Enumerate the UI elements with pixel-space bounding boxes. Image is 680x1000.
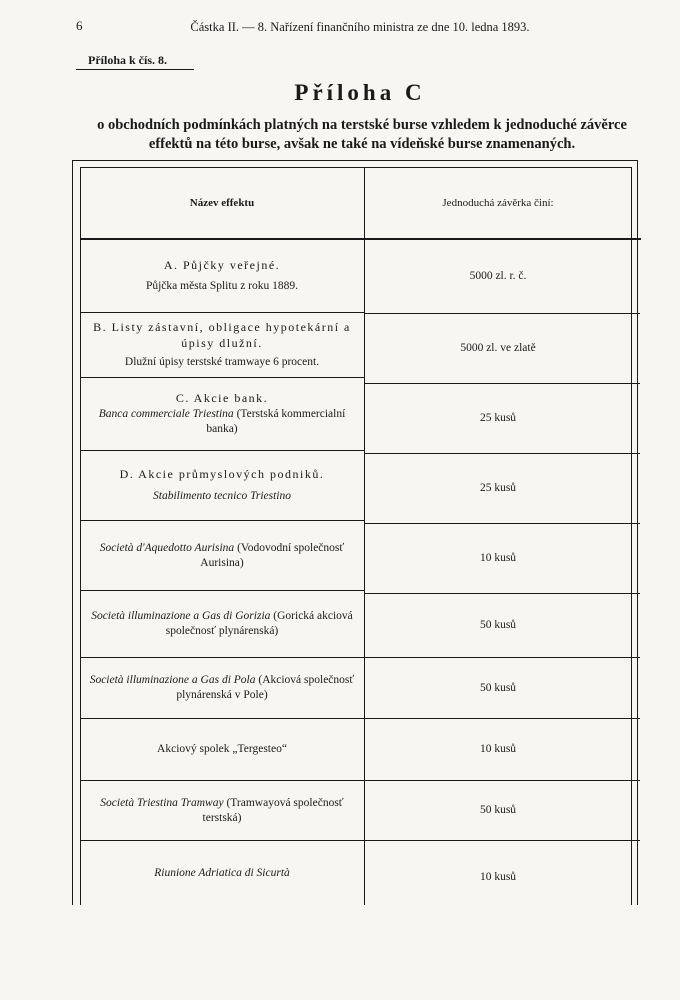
effect-name-italic: Società d'Aquedotto Aurisina	[99, 541, 235, 554]
subtitle-line-1: o obchodních podmínkách platných na terstské burse vzhledem k jednoduché závěrce	[97, 117, 627, 133]
effect-name-italic: Riunione Adriatica di Sicurtà	[154, 866, 290, 879]
column-header-effect-name	[82, 168, 362, 238]
effect-name-italic: Società illuminazione a Gas di Gorizia	[91, 610, 271, 623]
group-heading: A. Půjčky veřejné.	[163, 257, 281, 272]
effect-name: Akciový spolek „Tergesteo“	[157, 743, 287, 756]
table-row-value	[366, 313, 630, 383]
table-row-name	[82, 591, 362, 657]
table-row-name	[82, 378, 362, 450]
effect-name-czech: (Gorická akciová společnosť plynárenská)	[165, 610, 353, 637]
effect-name	[88, 407, 356, 437]
table-row-value	[366, 719, 630, 780]
column-header-simple-lot	[366, 168, 630, 238]
effect-name	[88, 796, 356, 826]
table-row-name	[82, 781, 362, 840]
table-row-value	[366, 240, 630, 313]
effect-name: Dlužní úpisy terstské tramwaye 6 procent.	[124, 355, 320, 368]
lot-value: 50 kusů	[479, 619, 517, 632]
table-row-name	[82, 451, 362, 520]
lot-value: 5000 zl. r. č.	[469, 270, 527, 283]
column-header-label: Jednoduchá závěrka činí:	[442, 196, 554, 209]
table-row-name	[82, 719, 362, 780]
effect-name-czech: (Terstská kommercialní banka)	[206, 407, 346, 435]
table-row-value	[366, 594, 630, 657]
effect-name-czech: (Akciová společnosť plynárenská v Pole)	[176, 674, 355, 701]
lot-value: 50 kusů	[479, 681, 517, 694]
effect-name	[88, 609, 356, 639]
table-inner-right-rule	[631, 167, 632, 905]
table-row-value	[366, 658, 630, 718]
table-inner-left-rule	[80, 167, 81, 905]
effect-name-italic: Società illuminazione a Gas di Pola	[89, 674, 256, 687]
document-title: Příloha C	[294, 80, 426, 105]
lot-value: 25 kusů	[479, 412, 517, 425]
table-row-name	[82, 313, 362, 377]
table-row-value	[366, 781, 630, 840]
effect-name	[88, 541, 356, 571]
lot-value: 10 kusů	[479, 552, 517, 565]
attachment-rule	[76, 69, 194, 70]
effect-name: Půjčka města Splitu z roku 1889.	[145, 280, 299, 293]
document-subtitle	[72, 116, 652, 154]
effect-name-czech: (Vodovodní společnosť Aurisina)	[200, 541, 345, 569]
column-divider	[364, 167, 365, 905]
group-heading: C. Akcie bank.	[175, 391, 269, 406]
lot-value: 25 kusů	[479, 482, 517, 495]
subtitle-line-2: effektů na této burse, avšak ne také na vídeňské burse znamenaných.	[148, 135, 576, 152]
running-header: Částka II. — 8. Nařízení finančního ministra ze dne 10. ledna 1893.	[190, 20, 530, 34]
lot-value: 10 kusů	[479, 870, 517, 883]
effect-name-italic: Società Triestina Tramway	[100, 796, 224, 809]
lot-value: 10 kusů	[479, 743, 517, 756]
table-row-name	[82, 521, 362, 590]
table-row-name	[82, 841, 362, 905]
group-heading: D. Akcie průmyslových podniků.	[119, 467, 325, 482]
effect-name-italic: Stabilimento tecnico Triestino	[153, 489, 291, 502]
table-row-name	[82, 658, 362, 718]
effect-name-czech: (Tramwayová společnosť terstská)	[202, 796, 344, 824]
lot-value: 50 kusů	[479, 804, 517, 817]
lot-value: 5000 zl. ve zlatě	[460, 341, 536, 354]
column-header-label: Název effektu	[189, 196, 255, 209]
effect-name	[88, 673, 356, 703]
table-row-value	[366, 384, 630, 453]
table-row-name	[82, 240, 362, 312]
group-heading: B. Listy zástavní, obligace hypotekární a úpisy dlužní.	[93, 320, 351, 351]
table-row-value	[366, 454, 630, 523]
attachment-reference: Příloha k čís. 8.	[88, 53, 168, 67]
table-row-value	[366, 524, 630, 593]
effect-name-italic: Banca commerciale Triestina	[98, 407, 234, 420]
table-row-value	[366, 841, 630, 913]
page-number: 6	[76, 18, 83, 33]
